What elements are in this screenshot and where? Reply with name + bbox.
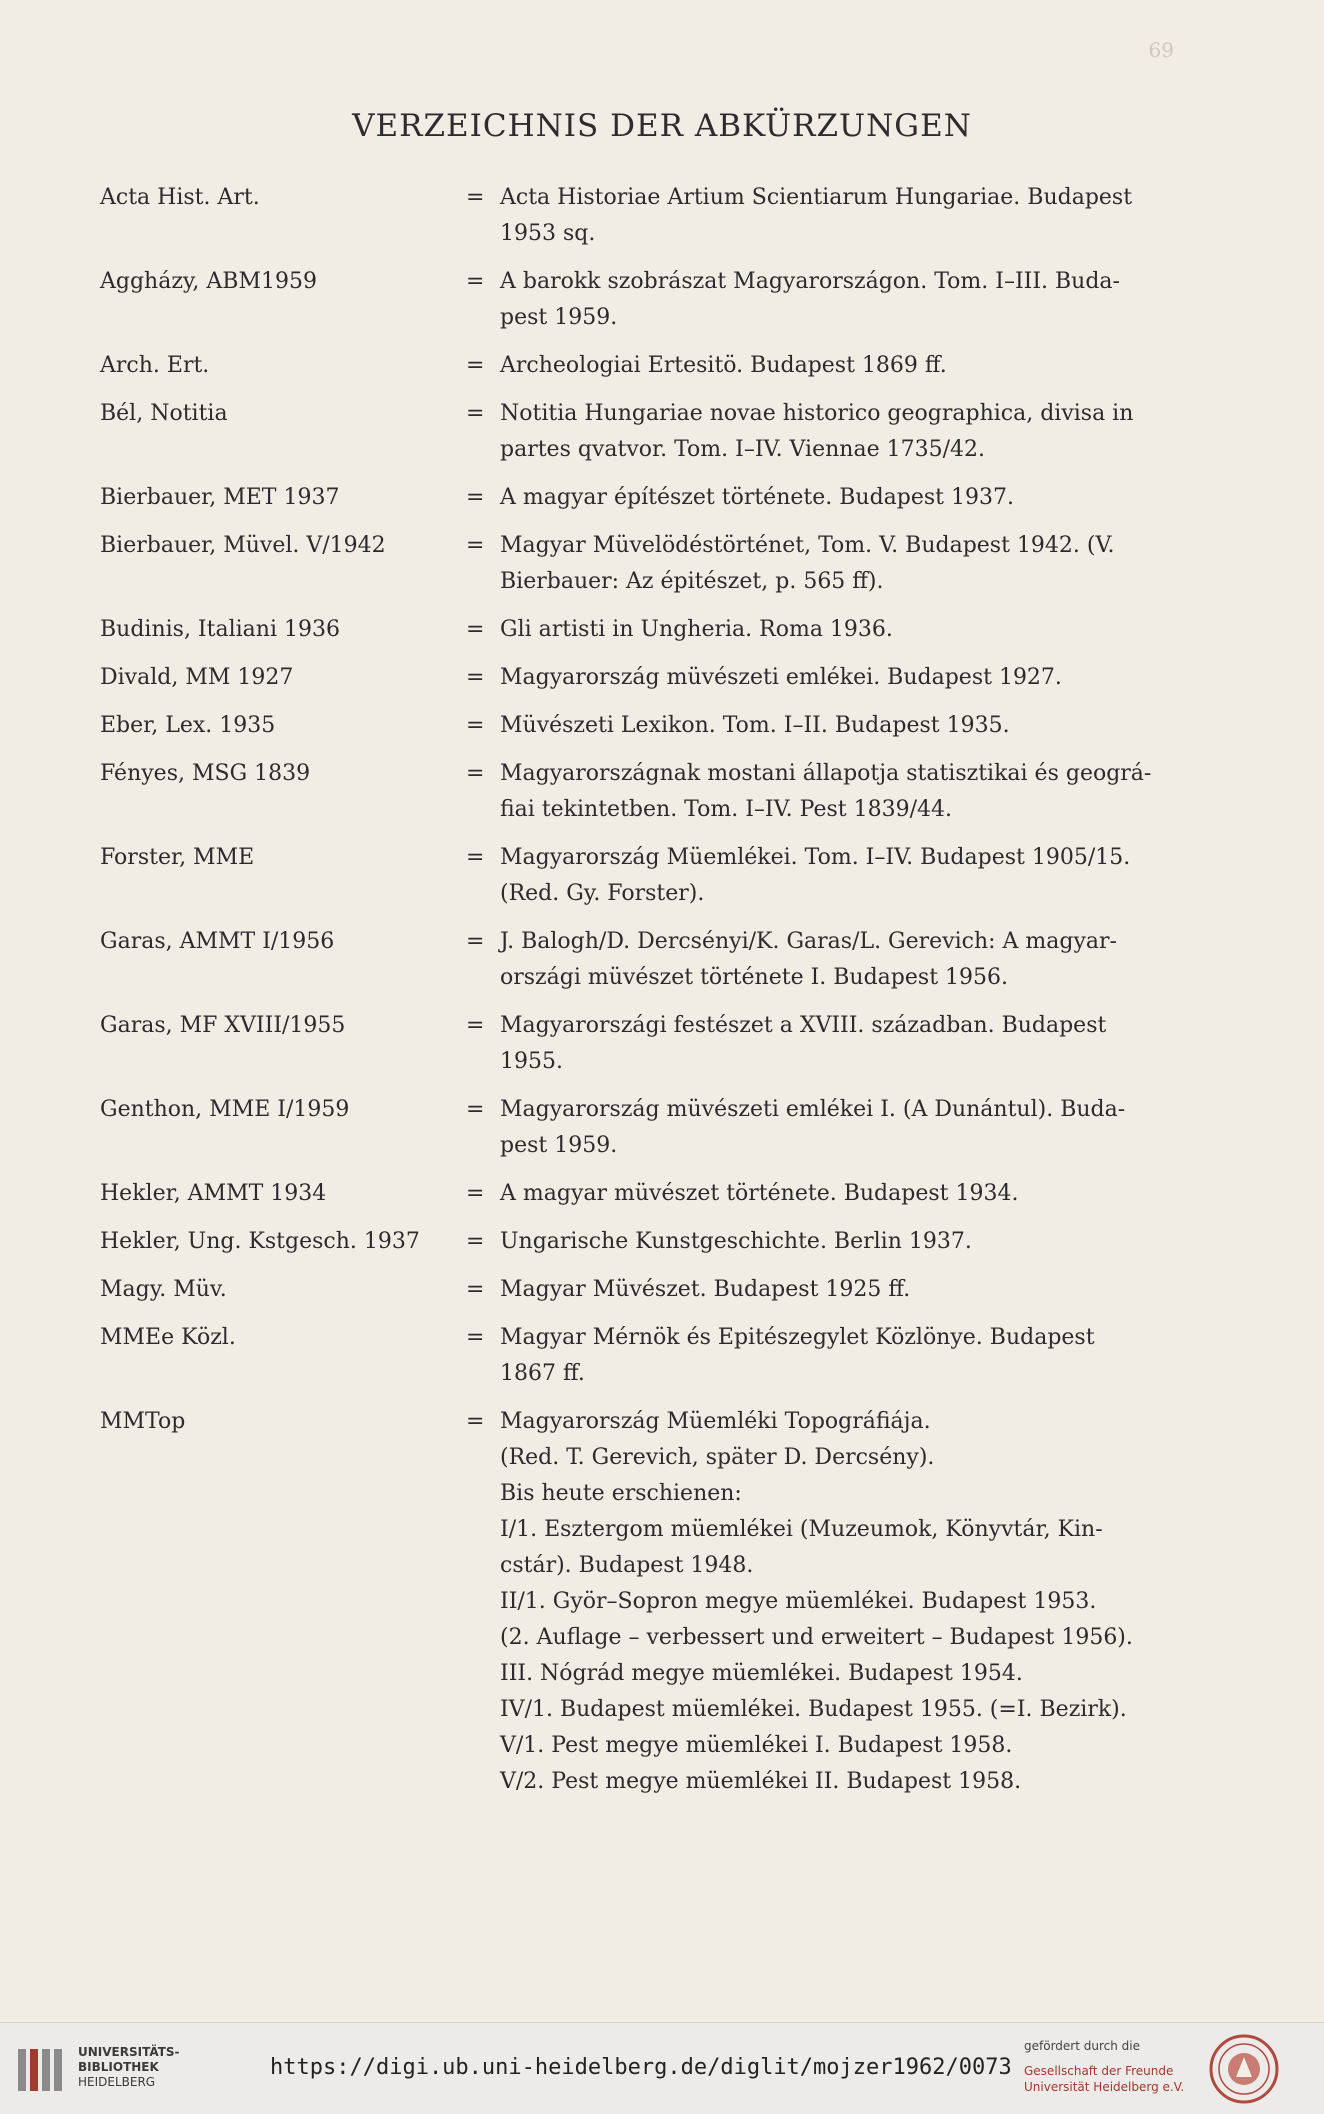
equals-sign: = — [466, 269, 485, 294]
equals-sign: = — [466, 713, 485, 738]
page-number-ghost: 69 — [1148, 38, 1174, 62]
expansion-line: I/1. Esztergom müemlékei (Muzeumok, Könyvtár, Kin- — [500, 1517, 1103, 1542]
abbreviation-entry — [100, 1320, 1210, 1392]
expansion-line: cstár). Budapest 1948. — [500, 1553, 754, 1578]
abbreviation-expansion — [500, 660, 1210, 696]
abbreviation-term: Genthon, MME I/1959 — [100, 1097, 350, 1122]
equals-sign: = — [466, 1013, 485, 1038]
equals-sign: = — [466, 485, 485, 510]
abbreviation-entry — [100, 1092, 1210, 1164]
abbreviation-expansion — [500, 348, 1210, 384]
expansion-line: Magyarország Müemléki Topográfiája. — [500, 1409, 931, 1434]
expansion-line: II/1. Györ–Sopron megye müemlékei. Budapest 1953. — [500, 1589, 1097, 1614]
expansion-line: 1955. — [500, 1049, 563, 1074]
abbreviation-expansion — [500, 264, 1210, 336]
abbreviation-expansion — [500, 396, 1210, 468]
abbreviation-term: MMEe Közl. — [100, 1325, 236, 1350]
abbreviation-entry — [100, 480, 1210, 516]
expansion-line: Bierbauer: Az épitészet, p. 565 ff). — [500, 569, 884, 594]
expansion-line: Notitia Hungariae novae historico geographica, divisa in — [500, 401, 1134, 426]
abbreviation-term: Eber, Lex. 1935 — [100, 713, 276, 738]
abbreviation-expansion — [500, 924, 1210, 996]
expansion-line: Magyarországnak mostani állapotja statisztikai és geográ- — [500, 761, 1152, 786]
equals-sign: = — [466, 665, 485, 690]
expansion-line: Magyar Müvelödéstörténet, Tom. V. Budapest 1942. (V. — [500, 533, 1115, 558]
abbreviation-expansion — [500, 1320, 1210, 1392]
abbreviation-expansion — [500, 612, 1210, 648]
expansion-line: A magyar müvészet története. Budapest 1934. — [500, 1181, 1019, 1206]
expansion-line: Magyarország Müemlékei. Tom. I–IV. Budapest 1905/15. — [500, 845, 1131, 870]
expansion-line: (Red. T. Gerevich, später D. Dercsény). — [500, 1445, 935, 1470]
abbreviation-entry — [100, 348, 1210, 384]
abbreviation-term: Bierbauer, Müvel. V/1942 — [100, 533, 386, 558]
expansion-line: országi müvészet története I. Budapest 1956. — [500, 965, 1009, 990]
abbreviation-entry — [100, 1176, 1210, 1212]
expansion-line: IV/1. Budapest müemlékei. Budapest 1955. (=I. Bezirk). — [500, 1697, 1127, 1722]
library-name: UNIVERSITÄTS- BIBLIOTHEK HEIDELBERG — [78, 2045, 180, 2089]
expansion-line: partes qvatvor. Tom. I–IV. Viennae 1735/42. — [500, 437, 985, 462]
abbreviation-entry — [100, 708, 1210, 744]
equals-sign: = — [466, 761, 485, 786]
equals-sign: = — [466, 845, 485, 870]
abbreviation-entry — [100, 756, 1210, 828]
abbreviation-expansion — [500, 1176, 1210, 1212]
expansion-line: Acta Historiae Artium Scientiarum Hungariae. Budapest — [500, 185, 1133, 210]
expansion-line: V/2. Pest megye müemlékei II. Budapest 1958. — [500, 1769, 1022, 1794]
abbreviation-expansion — [500, 1008, 1210, 1080]
abbreviation-term: Aggházy, ABM1959 — [100, 269, 317, 294]
abbreviation-term: Garas, AMMT I/1956 — [100, 929, 335, 954]
abbreviation-entry — [100, 1272, 1210, 1308]
abbreviation-entry — [100, 1404, 1210, 1800]
expansion-line: Magyar Mérnök és Epitészegylet Közlönye. Budapest — [500, 1325, 1095, 1350]
expansion-line: V/1. Pest megye müemlékei I. Budapest 1958. — [500, 1733, 1013, 1758]
abbreviation-entry — [100, 264, 1210, 336]
abbreviation-entry — [100, 924, 1210, 996]
abbreviation-entry — [100, 528, 1210, 600]
document-url-link[interactable]: https://digi.ub.uni-heidelberg.de/diglit/mojzer1962/0073 — [270, 2055, 1012, 2080]
equals-sign: = — [466, 1181, 485, 1206]
abbreviation-term: Bél, Notitia — [100, 401, 228, 426]
equals-sign: = — [466, 353, 485, 378]
abbreviation-entry — [100, 1008, 1210, 1080]
equals-sign: = — [466, 617, 485, 642]
abbreviation-entry — [100, 396, 1210, 468]
abbreviation-term: MMTop — [100, 1409, 186, 1434]
abbreviation-entry — [100, 612, 1210, 648]
expansion-line: Bis heute erschienen: — [500, 1481, 742, 1506]
expansion-line: Ungarische Kunstgeschichte. Berlin 1937. — [500, 1229, 972, 1254]
sponsor-block: gefördert durch die Gesellschaft der Freunde Universität Heidelberg e.V. — [1024, 2039, 1185, 2094]
footer-bar — [0, 2022, 1324, 2114]
abbreviation-expansion — [500, 708, 1210, 744]
abbreviation-term: Garas, MF XVIII/1955 — [100, 1013, 346, 1038]
abbreviation-expansion — [500, 1092, 1210, 1164]
abbreviation-term: Arch. Ert. — [100, 353, 210, 378]
expansion-line: Magyarország müvészeti emlékei. Budapest 1927. — [500, 665, 1062, 690]
abbreviation-expansion — [500, 480, 1210, 516]
expansion-line: Archeologiai Ertesitö. Budapest 1869 ff. — [500, 353, 947, 378]
equals-sign: = — [466, 533, 485, 558]
university-seal-icon — [1208, 2033, 1280, 2105]
abbreviation-expansion — [500, 1272, 1210, 1308]
expansion-line: pest 1959. — [500, 1133, 618, 1158]
expansion-line: (2. Auflage – verbessert und erweitert – Budapest 1956). — [500, 1625, 1133, 1650]
expansion-line: Magyarországi festészet a XVIII. században. Budapest — [500, 1013, 1107, 1038]
equals-sign: = — [466, 1277, 485, 1302]
equals-sign: = — [466, 929, 485, 954]
expansion-line: J. Balogh/D. Dercsényi/K. Garas/L. Gerevich: A magyar- — [500, 929, 1117, 954]
abbreviation-list — [100, 180, 1210, 1812]
university-library-logo-icon — [16, 2045, 66, 2095]
expansion-line: A magyar építészet története. Budapest 1937. — [500, 485, 1014, 510]
abbreviation-term: Divald, MM 1927 — [100, 665, 294, 690]
abbreviation-expansion — [500, 1224, 1210, 1260]
equals-sign: = — [466, 1325, 485, 1350]
abbreviation-term: Hekler, AMMT 1934 — [100, 1181, 327, 1206]
abbreviation-term: Acta Hist. Art. — [100, 185, 260, 210]
expansion-line: Gli artisti in Ungheria. Roma 1936. — [500, 617, 893, 642]
equals-sign: = — [466, 1409, 485, 1434]
abbreviation-term: Budinis, Italiani 1936 — [100, 617, 340, 642]
expansion-line: Müvészeti Lexikon. Tom. I–II. Budapest 1935. — [500, 713, 1010, 738]
expansion-line: 1867 ff. — [500, 1361, 585, 1386]
expansion-line: III. Nógrád megye müemlékei. Budapest 1954. — [500, 1661, 1023, 1686]
abbreviation-term: Fényes, MSG 1839 — [100, 761, 311, 786]
abbreviation-entry — [100, 840, 1210, 912]
abbreviation-term: Hekler, Ung. Kstgesch. 1937 — [100, 1229, 420, 1254]
abbreviation-term: Forster, MME — [100, 845, 255, 870]
abbreviation-term: Magy. Müv. — [100, 1277, 227, 1302]
expansion-line: fiai tekintetben. Tom. I–IV. Pest 1839/44. — [500, 797, 952, 822]
abbreviation-expansion — [500, 840, 1210, 912]
expansion-line: Magyarország müvészeti emlékei I. (A Dunántul). Buda- — [500, 1097, 1126, 1122]
equals-sign: = — [466, 185, 485, 210]
equals-sign: = — [466, 401, 485, 426]
expansion-line: (Red. Gy. Forster). — [500, 881, 705, 906]
expansion-line: pest 1959. — [500, 305, 618, 330]
expansion-line: A barokk szobrászat Magyarországon. Tom. I–III. Buda- — [500, 269, 1120, 294]
abbreviation-entry — [100, 1224, 1210, 1260]
abbreviation-entry — [100, 660, 1210, 696]
abbreviation-term: Bierbauer, MET 1937 — [100, 485, 340, 510]
equals-sign: = — [466, 1097, 485, 1122]
abbreviation-expansion — [500, 756, 1210, 828]
abbreviation-expansion — [500, 180, 1210, 252]
expansion-line: 1953 sq. — [500, 221, 596, 246]
expansion-line: Magyar Müvészet. Budapest 1925 ff. — [500, 1277, 911, 1302]
abbreviation-expansion — [500, 1404, 1210, 1800]
equals-sign: = — [466, 1229, 485, 1254]
abbreviation-entry — [100, 180, 1210, 252]
page-title: VERZEICHNIS DER ABKÜRZUNGEN — [352, 108, 972, 144]
abbreviation-expansion — [500, 528, 1210, 600]
